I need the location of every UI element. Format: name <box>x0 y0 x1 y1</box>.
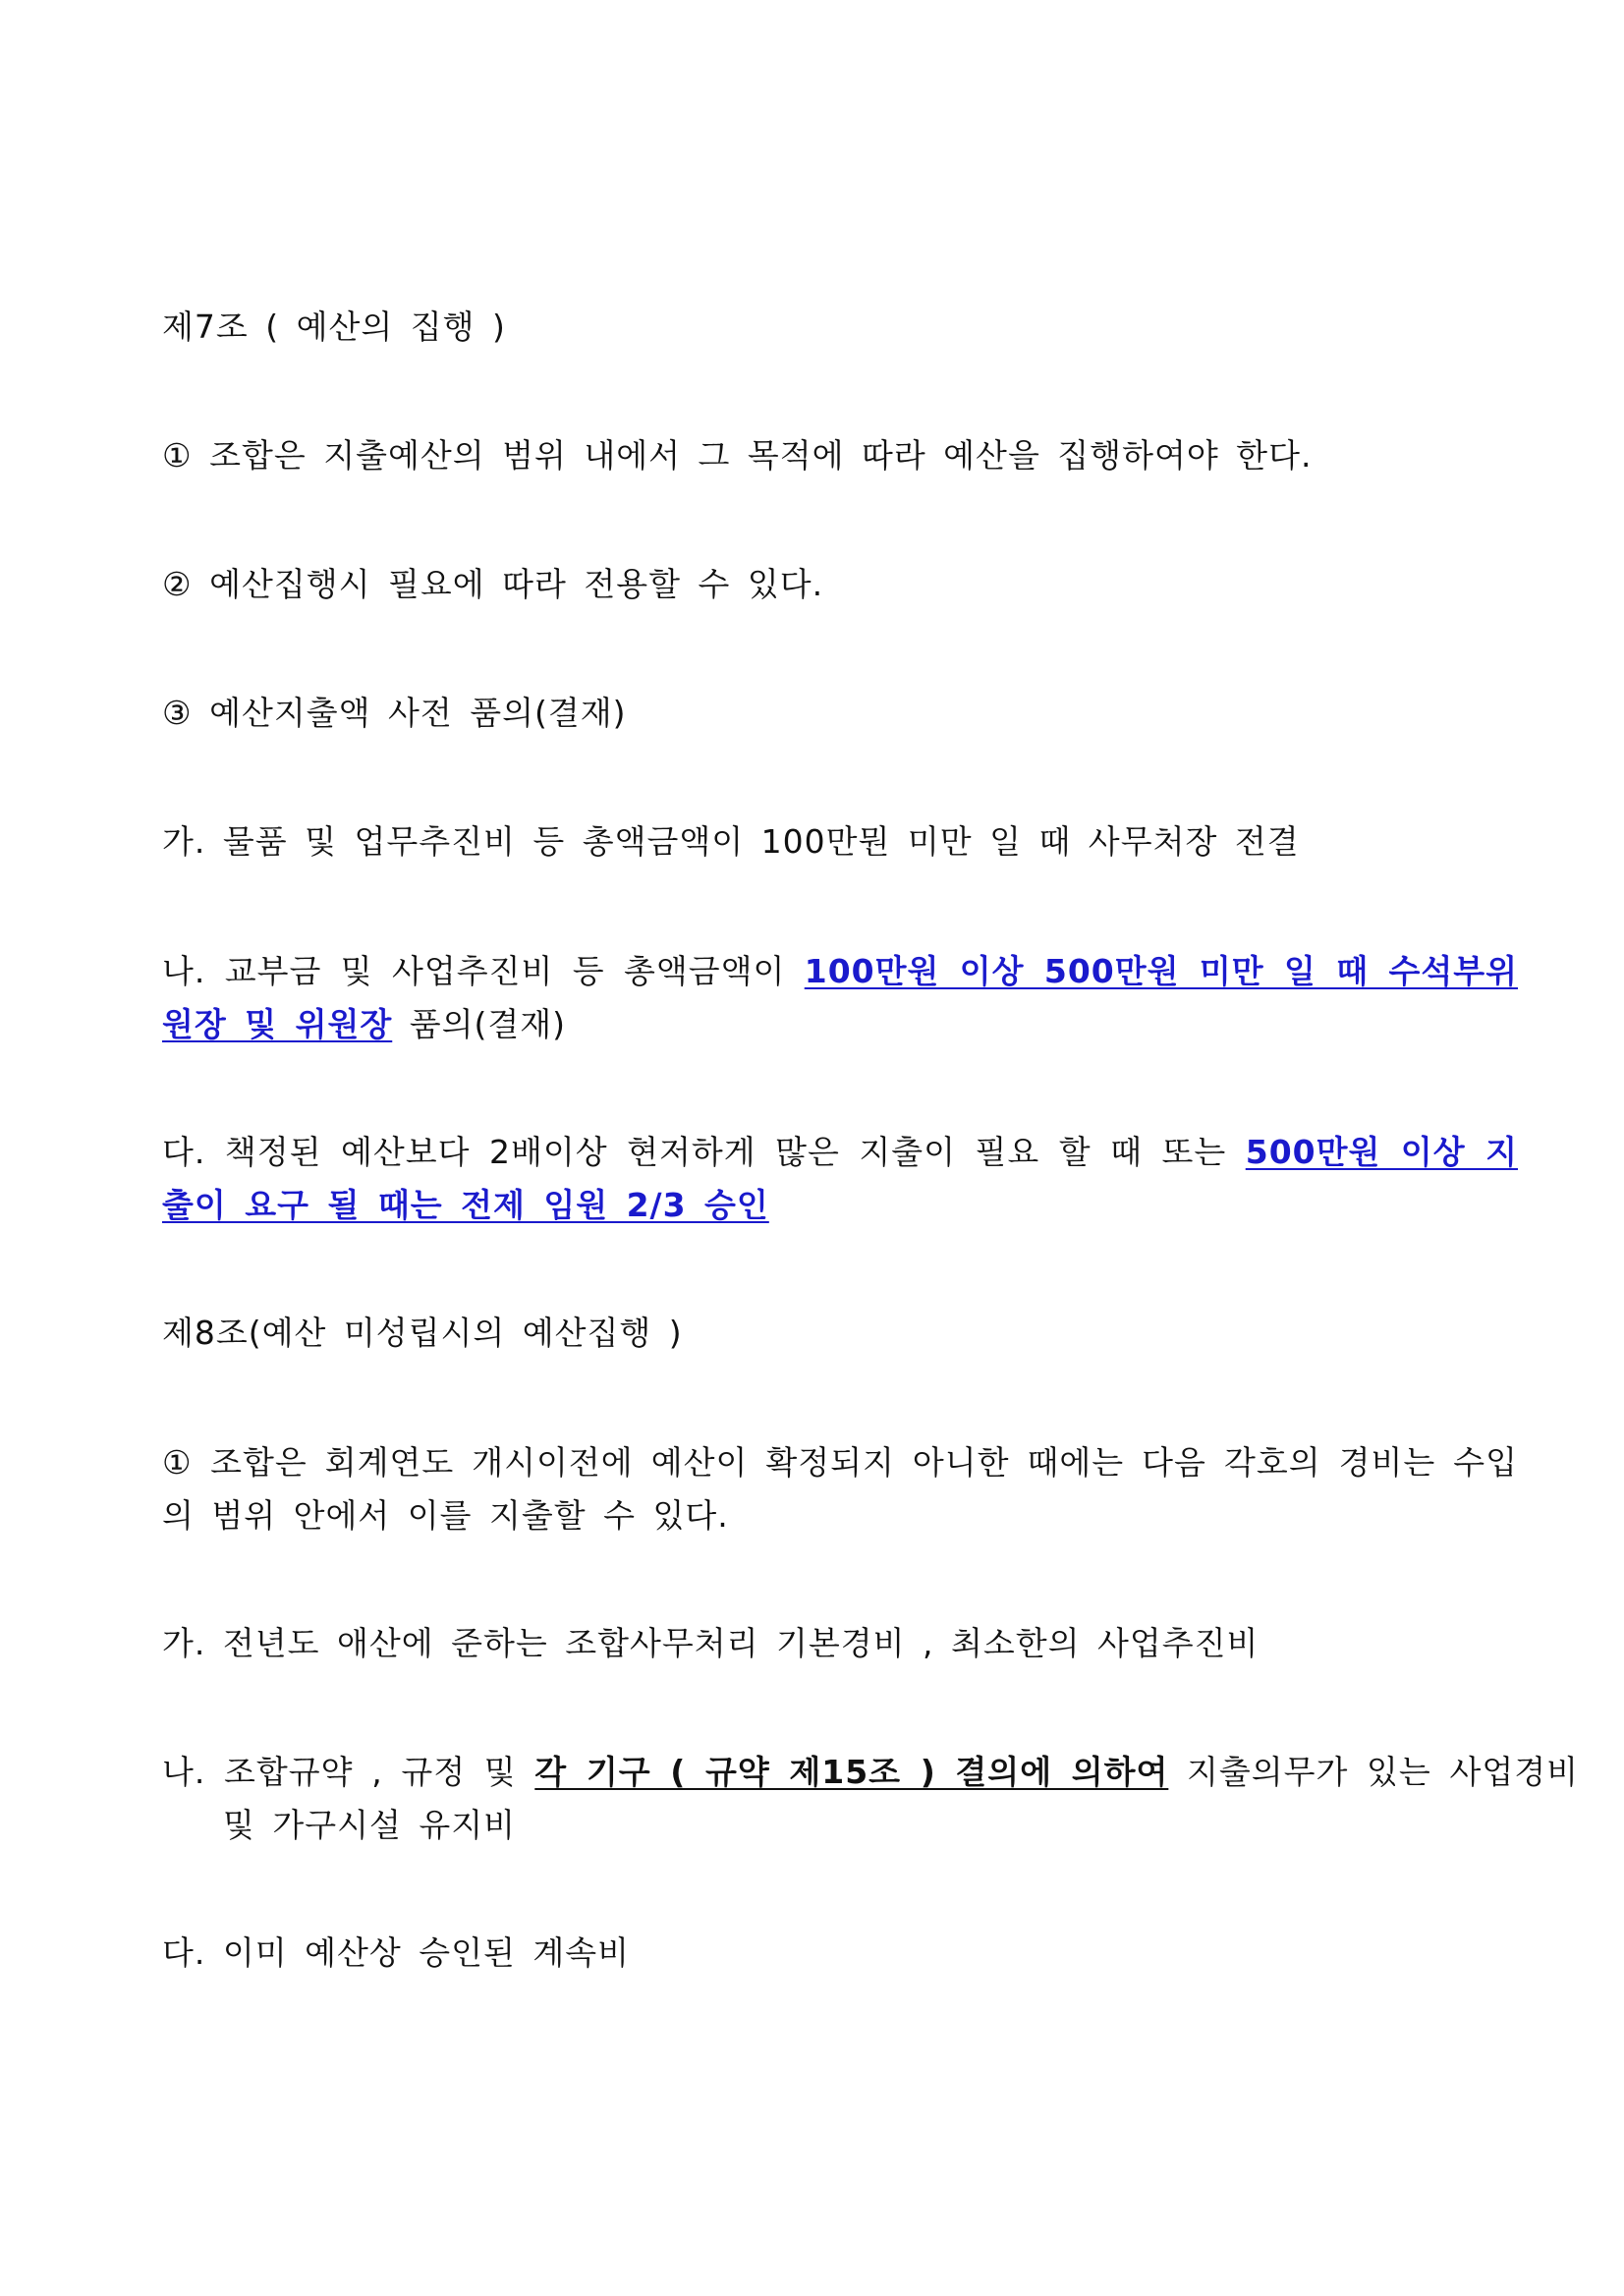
article7-item-da-highlight: 500만원 이상 지출이 요구 될 때는 전제 임원 2/3 승인 <box>162 1133 1518 1224</box>
article7-clause2: ② 예산집행시 필요에 따라 전용할 수 있다. <box>162 565 824 603</box>
article7-item-da-text: 다. 책정된 예산보다 2배이상 현저하게 많은 지출이 필요 할 때 또는 <box>162 1133 1246 1171</box>
article8-item-ga: 가. 전년도 애산에 준하는 조합사무처리 기본경비 , 최소한의 사업추진비 <box>162 1624 1260 1662</box>
article7-item-da <box>162 1126 1518 1232</box>
article7-item-na <box>162 945 1518 1051</box>
article7-clause1: ① 조합은 지출예산의 범위 내에서 그 목적에 따라 예산을 집행하여야 한다. <box>162 436 1313 475</box>
article8-item-na-text: 나. 조합규약 , 규정 및 <box>162 1753 535 1791</box>
article8-item-na-tail: 지출의무가 있는 사업경비 및 가구시설 유지비 <box>223 1753 1579 1844</box>
article8-item-na <box>162 1746 1579 1852</box>
article7-item-na-text: 나. 교부금 및 사업추진비 등 총액금액이 <box>162 952 805 990</box>
article7-heading: 제7조 ( 예산의 집행 ) <box>162 308 506 346</box>
article7-item-ga: 가. 물품 및 업무추진비 등 총액금액이 100만뭔 미만 일 때 사무처장 전결 <box>162 822 1300 861</box>
article8-heading: 제8조(예산 미성립시의 예산집행 ) <box>162 1314 683 1352</box>
article8-item-da: 다. 이미 예산상 승인된 계속비 <box>162 1933 630 1972</box>
article7-item-na-highlight: 100만원 이상 500만원 미만 일 때 수석부위원장 및 위원장 <box>162 952 1518 1043</box>
article7-item-na-tail: 품의(결재) <box>392 1005 567 1043</box>
article8-clause1: ① 조합은 회계연도 개시이전에 예산이 확정되지 아니한 때에는 다음 각호의 경비는 수입의 범위 안에서 이를 지출할 수 있다. <box>162 1443 1518 1535</box>
article7-clause3: ③ 예산지출액 사전 품의(결재) <box>162 694 627 732</box>
article8-item-na-highlight: 각 기구 ( 규약 제15조 ) 결의에 의하여 <box>534 1753 1169 1791</box>
